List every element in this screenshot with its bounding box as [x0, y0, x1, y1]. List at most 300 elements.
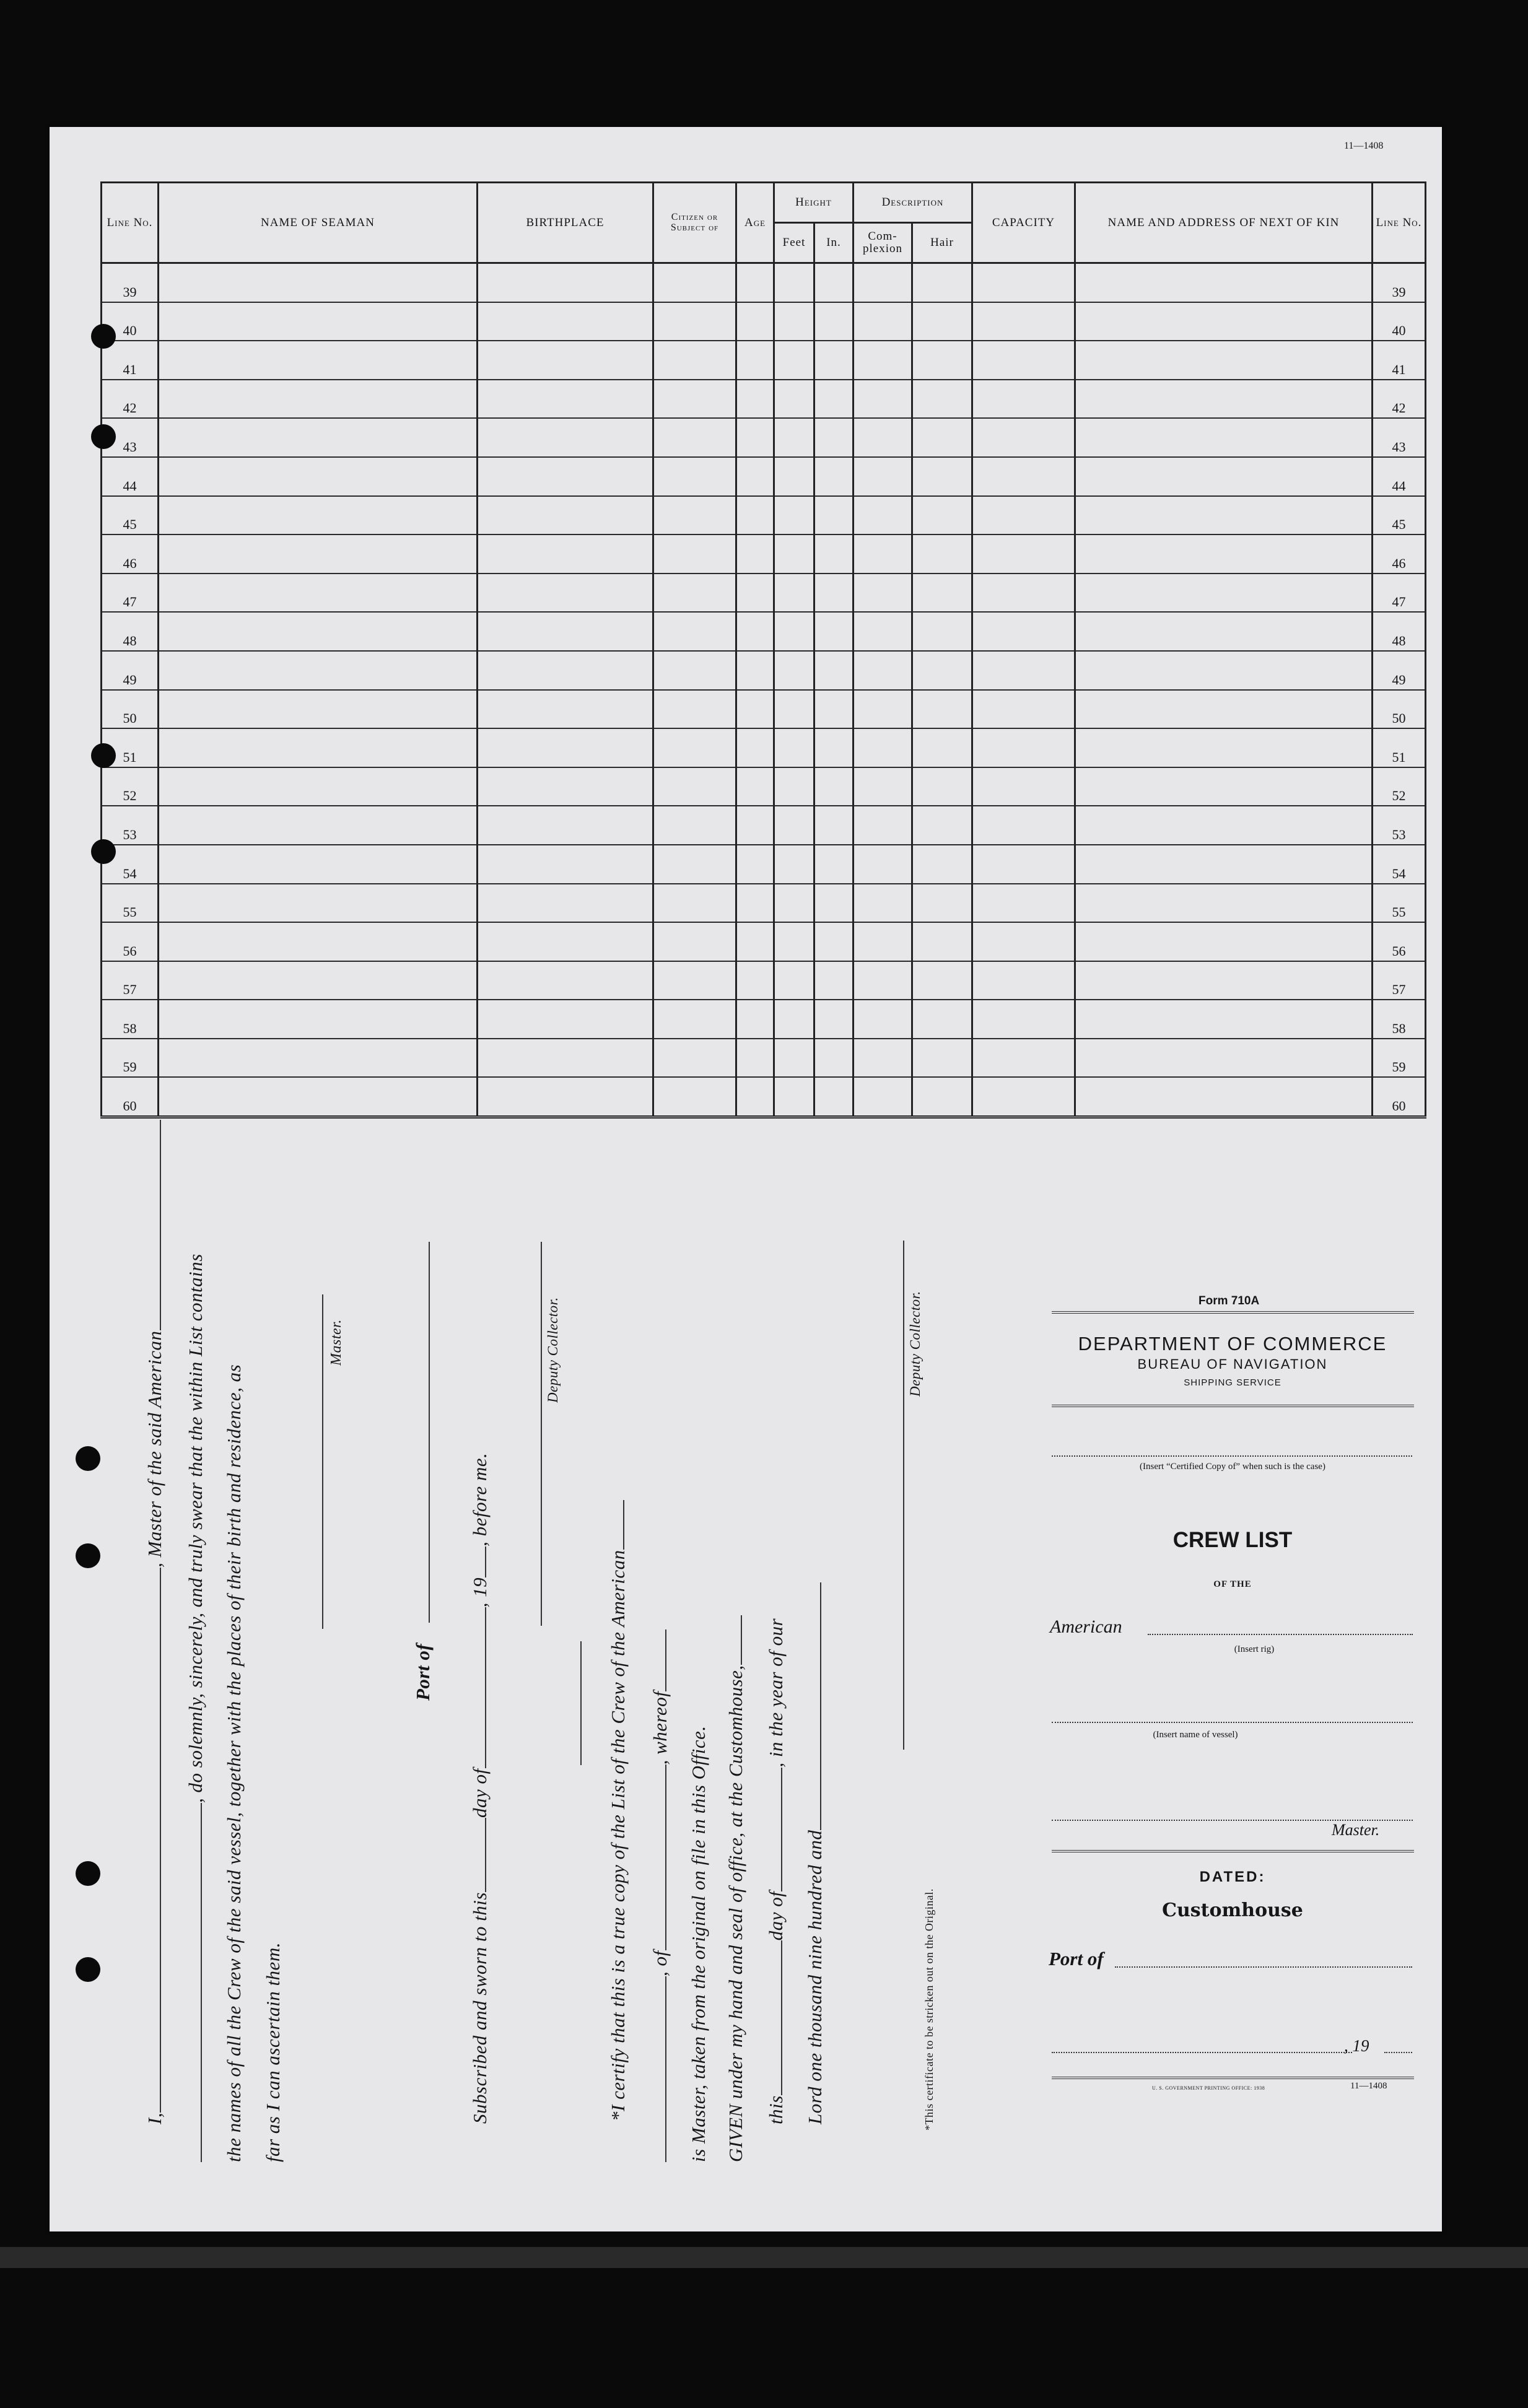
punch-hole [91, 324, 116, 349]
entry-cell[interactable] [478, 457, 653, 496]
entry-cell[interactable] [736, 728, 774, 767]
line-number: 41 [102, 341, 159, 380]
entry-cell[interactable] [736, 1039, 774, 1078]
insert-vessel-caption: (Insert name of vessel) [1153, 1730, 1238, 1740]
entry-cell[interactable] [736, 690, 774, 729]
entry-cell[interactable] [653, 845, 736, 884]
entry-cell[interactable] [478, 1039, 653, 1078]
american-label: American [1050, 1616, 1122, 1637]
table-row [102, 690, 1426, 729]
entry-cell[interactable] [912, 418, 972, 457]
entry-cell[interactable] [774, 922, 814, 961]
entry-cell[interactable] [1075, 1077, 1373, 1117]
entry-cell[interactable] [736, 418, 774, 457]
entry-cell[interactable] [912, 961, 972, 1000]
line-number: 48 [102, 612, 159, 651]
entry-cell[interactable] [853, 263, 912, 302]
entry-cell[interactable] [159, 263, 478, 302]
entry-cell[interactable] [1075, 612, 1373, 651]
department-of-commerce: DEPARTMENT OF COMMERCE [1078, 1333, 1387, 1354]
header-height: Height [774, 183, 853, 223]
entry-cell[interactable] [912, 612, 972, 651]
entry-cell[interactable] [774, 1039, 814, 1078]
entry-cell[interactable] [972, 457, 1075, 496]
entry-cell[interactable] [478, 341, 653, 380]
entry-cell[interactable] [653, 418, 736, 457]
entry-cell[interactable] [1075, 728, 1373, 767]
line-number: 52 [102, 767, 159, 806]
entry-cell[interactable] [653, 651, 736, 690]
entry-cell[interactable] [814, 922, 853, 961]
entry-cell[interactable] [653, 767, 736, 806]
entry-cell[interactable] [1075, 961, 1373, 1000]
entry-cell[interactable] [814, 496, 853, 535]
entry-cell[interactable] [478, 496, 653, 535]
entry-cell[interactable] [653, 922, 736, 961]
entry-cell[interactable] [478, 1077, 653, 1117]
header-feet: Feet [774, 223, 814, 263]
entry-cell[interactable] [774, 728, 814, 767]
line-number: 57 [102, 961, 159, 1000]
entry-cell[interactable] [478, 263, 653, 302]
entry-cell[interactable] [159, 574, 478, 613]
entry-cell[interactable] [774, 690, 814, 729]
entry-cell[interactable] [736, 1077, 774, 1117]
header-line-no: Line No. [102, 183, 159, 263]
entry-cell[interactable] [653, 1039, 736, 1078]
entry-cell[interactable] [478, 612, 653, 651]
entry-cell[interactable] [814, 380, 853, 419]
entry-cell[interactable] [736, 767, 774, 806]
entry-cell[interactable] [478, 845, 653, 884]
line-number-right: 54 [1373, 845, 1426, 884]
entry-cell[interactable] [736, 651, 774, 690]
header-age: Age [736, 183, 774, 263]
entry-cell[interactable] [1075, 380, 1373, 419]
punch-hole [76, 1446, 100, 1471]
entry-cell[interactable] [774, 884, 814, 923]
entry-cell[interactable] [159, 418, 478, 457]
line-number-right: 59 [1373, 1039, 1426, 1078]
header-next-of-kin: NAME AND ADDRESS OF NEXT OF KIN [1075, 183, 1373, 263]
entry-cell[interactable] [912, 1039, 972, 1078]
entry-cell[interactable] [159, 1000, 478, 1039]
entry-cell[interactable] [478, 574, 653, 613]
entry-cell[interactable] [774, 612, 814, 651]
entry-cell[interactable] [653, 341, 736, 380]
entry-cell[interactable] [853, 496, 912, 535]
line-number: 50 [102, 690, 159, 729]
entry-cell[interactable] [972, 380, 1075, 419]
entry-cell[interactable] [159, 380, 478, 419]
table-row [102, 457, 1426, 496]
entry-cell[interactable] [912, 690, 972, 729]
form-number-bottom: 11—1408 [1350, 2081, 1387, 2091]
entry-cell[interactable] [814, 845, 853, 884]
entry-cell[interactable] [653, 961, 736, 1000]
certificate-line-4: GIVEN under my hand and seal of office, at the Customhouse, [725, 1615, 747, 2162]
entry-cell[interactable] [853, 922, 912, 961]
entry-cell[interactable] [972, 1077, 1075, 1117]
cover-year-blank[interactable] [1384, 2052, 1412, 2053]
entry-cell[interactable] [853, 806, 912, 845]
entry-cell[interactable] [159, 496, 478, 535]
entry-cell[interactable] [1075, 418, 1373, 457]
entry-cell[interactable] [972, 1000, 1075, 1039]
entry-cell[interactable] [774, 534, 814, 574]
entry-cell[interactable] [1075, 690, 1373, 729]
entry-cell[interactable] [774, 767, 814, 806]
entry-cell[interactable] [1075, 496, 1373, 535]
entry-cell[interactable] [653, 690, 736, 729]
entry-cell[interactable] [912, 457, 972, 496]
entry-cell[interactable] [159, 767, 478, 806]
oath-subscribed-line: Subscribed and sworn to thisday of, 19, before me. [469, 1452, 491, 2124]
entry-cell[interactable] [653, 1077, 736, 1117]
cover-rule-3 [1052, 1850, 1414, 1852]
entry-cell[interactable] [159, 302, 478, 341]
entry-cell[interactable] [853, 457, 912, 496]
certificate-line-3: is Master, taken from the original on file in this Office. [688, 1725, 709, 2162]
crew-list-title: CREW LIST [1172, 1528, 1293, 1552]
certified-copy-blank[interactable] [1052, 1455, 1412, 1457]
crew-table [100, 181, 1426, 1119]
entry-cell[interactable] [972, 574, 1075, 613]
cover-date-blank[interactable] [1052, 2052, 1352, 2053]
entry-cell[interactable] [912, 263, 972, 302]
entry-cell[interactable] [774, 1077, 814, 1117]
entry-cell[interactable] [159, 884, 478, 923]
entry-cell[interactable] [1075, 806, 1373, 845]
entry-cell[interactable] [912, 380, 972, 419]
entry-cell[interactable] [653, 806, 736, 845]
entry-cell[interactable] [653, 612, 736, 651]
entry-cell[interactable] [774, 341, 814, 380]
line-number: 43 [102, 418, 159, 457]
entry-cell[interactable] [478, 534, 653, 574]
entry-cell[interactable] [478, 302, 653, 341]
entry-cell[interactable] [912, 728, 972, 767]
entry-cell[interactable] [736, 1000, 774, 1039]
entry-cell[interactable] [972, 845, 1075, 884]
entry-cell[interactable] [814, 806, 853, 845]
line-number-right: 43 [1373, 418, 1426, 457]
table-row [102, 806, 1426, 845]
line-number-right: 47 [1373, 574, 1426, 613]
entry-cell[interactable] [774, 496, 814, 535]
entry-cell[interactable] [912, 884, 972, 923]
entry-cell[interactable] [972, 534, 1075, 574]
entry-cell[interactable] [1075, 534, 1373, 574]
port-of-line [429, 1242, 430, 1623]
entry-cell[interactable] [1075, 651, 1373, 690]
cover-rule-bottom [1052, 2077, 1414, 2079]
line-number: 60 [102, 1077, 159, 1117]
entry-cell[interactable] [853, 380, 912, 419]
entry-cell[interactable] [912, 922, 972, 961]
shipping-service: SHIPPING SERVICE [1184, 1377, 1281, 1388]
scanner-bottom-strip [0, 2247, 1528, 2268]
line-number: 40 [102, 302, 159, 341]
entry-cell[interactable] [478, 806, 653, 845]
entry-cell[interactable] [912, 534, 972, 574]
entry-cell[interactable] [814, 651, 853, 690]
entry-cell[interactable] [972, 418, 1075, 457]
table-row [102, 341, 1426, 380]
entry-cell[interactable] [853, 1039, 912, 1078]
entry-cell[interactable] [653, 496, 736, 535]
line-number: 42 [102, 380, 159, 419]
entry-cell[interactable] [159, 922, 478, 961]
entry-cell[interactable] [653, 263, 736, 302]
entry-cell[interactable] [972, 496, 1075, 535]
line-number-right: 50 [1373, 690, 1426, 729]
entry-cell[interactable] [972, 612, 1075, 651]
entry-cell[interactable] [912, 845, 972, 884]
entry-cell[interactable] [774, 263, 814, 302]
table-row [102, 574, 1426, 613]
entry-cell[interactable] [853, 341, 912, 380]
vessel-name-blank[interactable] [1052, 1722, 1413, 1723]
entry-cell[interactable] [912, 767, 972, 806]
line-number-right: 53 [1373, 806, 1426, 845]
entry-cell[interactable] [814, 884, 853, 923]
entry-cell[interactable] [814, 728, 853, 767]
entry-cell[interactable] [853, 845, 912, 884]
entry-cell[interactable] [653, 302, 736, 341]
entry-cell[interactable] [478, 418, 653, 457]
entry-cell[interactable] [159, 341, 478, 380]
entry-cell[interactable] [653, 574, 736, 613]
entry-cell[interactable] [159, 690, 478, 729]
entry-cell[interactable] [814, 418, 853, 457]
entry-cell[interactable] [972, 806, 1075, 845]
entry-cell[interactable] [814, 263, 853, 302]
entry-cell[interactable] [774, 1000, 814, 1039]
oath-port-of: Port of [412, 1643, 434, 1701]
entry-cell[interactable] [159, 457, 478, 496]
entry-cell[interactable] [774, 457, 814, 496]
line-number-right: 57 [1373, 961, 1426, 1000]
of-the-label: OF THE [1213, 1579, 1252, 1589]
line-number: 58 [102, 1000, 159, 1039]
certificate-line-2: , of, whereof [649, 1629, 671, 2162]
entry-cell[interactable] [1075, 767, 1373, 806]
entry-cell[interactable] [653, 534, 736, 574]
entry-cell[interactable] [814, 302, 853, 341]
entry-cell[interactable] [774, 806, 814, 845]
entry-cell[interactable] [159, 651, 478, 690]
entry-cell[interactable] [736, 845, 774, 884]
entry-cell[interactable] [814, 1039, 853, 1078]
header-citizen: Citizen or Subject of [653, 183, 736, 263]
entry-cell[interactable] [972, 651, 1075, 690]
entry-cell[interactable] [478, 1000, 653, 1039]
line-number: 51 [102, 728, 159, 767]
entry-cell[interactable] [814, 612, 853, 651]
entry-cell[interactable] [853, 302, 912, 341]
line-number: 53 [102, 806, 159, 845]
entry-cell[interactable] [478, 922, 653, 961]
line-number-right: 49 [1373, 651, 1426, 690]
entry-cell[interactable] [1075, 341, 1373, 380]
entry-cell[interactable] [853, 651, 912, 690]
cover-rule-top [1052, 1311, 1414, 1314]
entry-cell[interactable] [814, 961, 853, 1000]
line-number: 54 [102, 845, 159, 884]
header-inches: In. [814, 223, 853, 263]
entry-cell[interactable] [159, 612, 478, 651]
entry-cell[interactable] [653, 884, 736, 923]
entry-cell[interactable] [853, 961, 912, 1000]
entry-cell[interactable] [912, 341, 972, 380]
entry-cell[interactable] [912, 496, 972, 535]
entry-cell[interactable] [774, 574, 814, 613]
line-number-right: 48 [1373, 612, 1426, 651]
entry-cell[interactable] [814, 341, 853, 380]
line-number-right: 51 [1373, 728, 1426, 767]
cover-rule-2 [1052, 1405, 1414, 1407]
entry-cell[interactable] [159, 806, 478, 845]
entry-cell[interactable] [972, 690, 1075, 729]
entry-cell[interactable] [912, 806, 972, 845]
entry-cell[interactable] [653, 457, 736, 496]
entry-cell[interactable] [159, 845, 478, 884]
entry-cell[interactable] [912, 574, 972, 613]
entry-cell[interactable] [972, 341, 1075, 380]
entry-cell[interactable] [736, 806, 774, 845]
entry-cell[interactable] [972, 302, 1075, 341]
entry-cell[interactable] [972, 1039, 1075, 1078]
entry-cell[interactable] [653, 380, 736, 419]
entry-cell[interactable] [774, 418, 814, 457]
form-710a-label: Form 710A [1198, 1294, 1260, 1307]
entry-cell[interactable] [478, 961, 653, 1000]
entry-cell[interactable] [774, 380, 814, 419]
entry-cell[interactable] [736, 263, 774, 302]
entry-cell[interactable] [1075, 302, 1373, 341]
entry-cell[interactable] [814, 767, 853, 806]
header-capacity: CAPACITY [972, 183, 1075, 263]
entry-cell[interactable] [853, 418, 912, 457]
entry-cell[interactable] [736, 380, 774, 419]
bureau-of-navigation: BUREAU OF NAVIGATION [1137, 1356, 1328, 1372]
entry-cell[interactable] [159, 961, 478, 1000]
entry-cell[interactable] [853, 767, 912, 806]
entry-cell[interactable] [478, 884, 653, 923]
entry-cell[interactable] [159, 1039, 478, 1078]
entry-cell[interactable] [912, 1077, 972, 1117]
entry-cell[interactable] [774, 651, 814, 690]
entry-cell[interactable] [912, 651, 972, 690]
entry-cell[interactable] [736, 496, 774, 535]
entry-cell[interactable] [972, 263, 1075, 302]
entry-cell[interactable] [814, 1000, 853, 1039]
certificate-deputy-collector: Deputy Collector. [907, 1291, 923, 1397]
oath-master-label: Master. [328, 1319, 344, 1366]
entry-cell[interactable] [736, 961, 774, 1000]
entry-cell[interactable] [653, 1000, 736, 1039]
entry-cell[interactable] [736, 884, 774, 923]
entry-cell[interactable] [853, 728, 912, 767]
oath-line-2: , do solemnly, sincerely, and truly swear that the within List contains [185, 1254, 207, 2162]
entry-cell[interactable] [774, 845, 814, 884]
entry-cell[interactable] [853, 574, 912, 613]
entry-cell[interactable] [736, 574, 774, 613]
table-row [102, 651, 1426, 690]
entry-cell[interactable] [1075, 884, 1373, 923]
entry-cell[interactable] [159, 1077, 478, 1117]
entry-cell[interactable] [814, 690, 853, 729]
punch-hole [76, 1861, 100, 1886]
cover-year-label: , 19 [1344, 2036, 1369, 2055]
entry-cell[interactable] [736, 457, 774, 496]
entry-cell[interactable] [912, 1000, 972, 1039]
entry-cell[interactable] [774, 961, 814, 1000]
entry-cell[interactable] [1075, 457, 1373, 496]
entry-cell[interactable] [853, 534, 912, 574]
entry-cell[interactable] [814, 457, 853, 496]
cover-port-blank[interactable] [1115, 1966, 1412, 1968]
entry-cell[interactable] [853, 690, 912, 729]
entry-cell[interactable] [912, 302, 972, 341]
entry-cell[interactable] [853, 1077, 912, 1117]
entry-cell[interactable] [478, 380, 653, 419]
entry-cell[interactable] [972, 922, 1075, 961]
entry-cell[interactable] [478, 651, 653, 690]
entry-cell[interactable] [736, 612, 774, 651]
entry-cell[interactable] [478, 690, 653, 729]
punch-hole [91, 743, 116, 768]
entry-cell[interactable] [736, 534, 774, 574]
line-number: 55 [102, 884, 159, 923]
line-number-right: 41 [1373, 341, 1426, 380]
entry-cell[interactable] [814, 534, 853, 574]
entry-cell[interactable] [1075, 1000, 1373, 1039]
entry-cell[interactable] [853, 1000, 912, 1039]
entry-cell[interactable] [1075, 845, 1373, 884]
entry-cell[interactable] [653, 728, 736, 767]
line-number: 45 [102, 496, 159, 535]
entry-cell[interactable] [972, 884, 1075, 923]
entry-cell[interactable] [159, 728, 478, 767]
entry-cell[interactable] [972, 767, 1075, 806]
entry-cell[interactable] [478, 728, 653, 767]
entry-cell[interactable] [1075, 1039, 1373, 1078]
entry-cell[interactable] [774, 302, 814, 341]
line-number-right: 46 [1373, 534, 1426, 574]
entry-cell[interactable] [814, 574, 853, 613]
entry-cell[interactable] [853, 884, 912, 923]
entry-cell[interactable] [853, 612, 912, 651]
entry-cell[interactable] [814, 1077, 853, 1117]
entry-cell[interactable] [736, 302, 774, 341]
rig-blank[interactable] [1148, 1634, 1413, 1635]
entry-cell[interactable] [736, 922, 774, 961]
entry-cell[interactable] [478, 767, 653, 806]
line-number: 47 [102, 574, 159, 613]
dated-label: DATED: [1199, 1869, 1266, 1885]
entry-cell[interactable] [736, 341, 774, 380]
header-complexion: Com- plexion [853, 223, 912, 263]
entry-cell[interactable] [1075, 263, 1373, 302]
entry-cell[interactable] [972, 728, 1075, 767]
entry-cell[interactable] [1075, 922, 1373, 961]
entry-cell[interactable] [159, 534, 478, 574]
punch-hole [76, 1957, 100, 1982]
entry-cell[interactable] [1075, 574, 1373, 613]
entry-cell[interactable] [972, 961, 1075, 1000]
